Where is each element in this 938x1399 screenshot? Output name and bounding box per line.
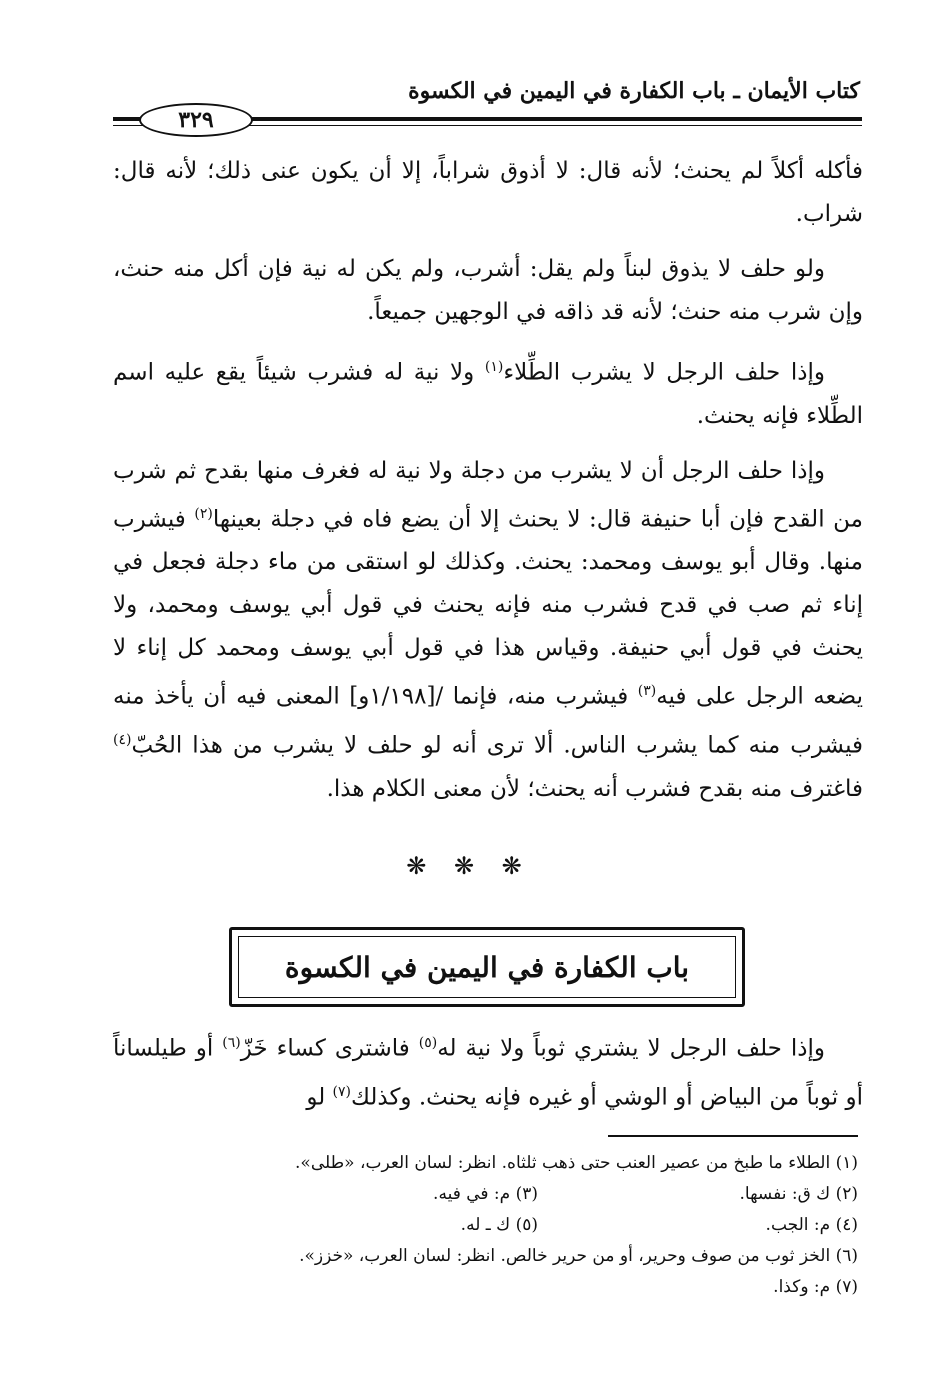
paragraph-4 bbox=[113, 450, 863, 811]
paragraph-3 bbox=[113, 346, 863, 438]
chapter-title: باب الكفارة في اليمين في الكسوة bbox=[284, 950, 690, 984]
chapter-text bbox=[113, 1022, 863, 1131]
footnote-5: (٥) ك ـ له. bbox=[460, 1215, 538, 1235]
footnote-ref-2: (٢) bbox=[194, 505, 213, 522]
page-number: ٣٢٩ bbox=[139, 103, 253, 137]
section-ornament: ❋ ❋ ❋ bbox=[406, 852, 532, 880]
footnote-7: (٧) م: وكذا. bbox=[773, 1277, 858, 1297]
chapter-paragraph-text-a: وإذا حلف الرجل لا يشتري ثوباً ولا نية له bbox=[437, 1035, 825, 1062]
footnote-6: (٦) الخز ثوب من صوف وحرير، أو من حرير خالص. انظر: لسان العرب، «خزز». bbox=[299, 1246, 858, 1266]
footnote-4: (٤) م: الجب. bbox=[765, 1215, 858, 1235]
chapter-paragraph-1 bbox=[113, 1022, 863, 1119]
running-title: كتاب الأيمان ـ باب الكفارة في اليمين في الكسوة bbox=[408, 78, 860, 104]
paragraph-2: ولو حلف لا يذوق لبناً ولم يقل: أشرب، ولم يكن له نية فإن أكل منه حنث، وإن شرب منه حنث؛ لأنه قد ذاقه في الوجهين جميعاً. bbox=[113, 256, 863, 325]
main-text bbox=[113, 150, 863, 823]
footnotes bbox=[138, 1148, 858, 1303]
footnote-ref-4: (٤) bbox=[113, 731, 132, 748]
paragraph-4-text-a: وإذا حلف الرجل أن لا يشرب من دجلة ولا نية له فغرف منها بقدح ثم شرب من القدح فإن أبا حنيفة قال: لا يحنث إلا أن يضع فاه في دجلة بعينها bbox=[113, 457, 863, 533]
footnote-ref-5: (٥) bbox=[418, 1035, 438, 1051]
paragraph-1: فأكله أكلاً لم يحنث؛ لأنه قال: لا أذوق شراباً، إلا أن يكون عنى ذلك؛ لأنه قال: شراب. bbox=[113, 158, 863, 227]
footnote-ref-1: (١) bbox=[484, 359, 504, 375]
chapter-title-frame bbox=[229, 927, 745, 1007]
paragraph-4-text-d: فاغترف منه بقدح فشرب أنه يحنث؛ لأن معنى الكلام هذا. bbox=[326, 775, 863, 802]
footnote-line bbox=[138, 1272, 858, 1303]
footnote-ref-7: (٧) bbox=[332, 1083, 351, 1100]
footnote-1: (١) الطلاء ما طبخ من عصير العنب حتى ذهب ثلثاه. انظر: لسان العرب، «طلى». bbox=[295, 1153, 858, 1173]
footnote-rule bbox=[608, 1135, 858, 1137]
footnote-ref-3: (٣) bbox=[637, 683, 657, 700]
footnote-ref-6: (٦) bbox=[222, 1035, 241, 1051]
paragraph-3-text-b: ولا نية له فشرب شيئاً يقع عليه اسم الطِّلاء فإنه يحنث. bbox=[113, 359, 863, 429]
footnote-line bbox=[138, 1148, 858, 1179]
chapter-paragraph-text-d: لو bbox=[306, 1084, 333, 1111]
paragraph-3-text-a: وإذا حلف الرجل لا يشرب الطِّلاء bbox=[503, 359, 825, 386]
footnote-2: (٢) ك ق: نفسها. bbox=[739, 1184, 858, 1204]
chapter-paragraph-text-c: أو طيلساناً أو ثوباً من البياض أو الوشي أو غيره فإنه يحنث. وكذلك bbox=[113, 1035, 863, 1111]
chapter-title-inner-frame bbox=[238, 936, 736, 998]
paragraph-4-text-b: فيشرب منها. وقال أبو يوسف ومحمد: يحنث. وكذلك لو استقى من ماء دجلة فجعل في إناء ثم صب في قدح فشرب منه فإنه يحنث في قول أبي يوسف ومحمد، ولا يحنث في قول أبي حنيفة. وقياس هذا في قول أبي يوسف ومحمد كل إناء لا يضعه الرجل على فيه bbox=[113, 506, 863, 710]
paragraph-4-text-c: فيشرب منه، فإنما /[١/١٩٨و] المعنى فيه أن يأخذ منه فيشرب منه كما يشرب الناس. ألا ترى أنه لو حلف لا يشرب من هذا الحُبّ bbox=[113, 683, 863, 759]
footnote-3: (٣) م: في فيه. bbox=[433, 1184, 538, 1204]
footnote-line bbox=[138, 1241, 858, 1272]
footnote-line bbox=[138, 1210, 858, 1241]
footnote-line bbox=[138, 1179, 858, 1210]
chapter-paragraph-text-b: فاشترى كساء خَزّ bbox=[240, 1035, 419, 1062]
